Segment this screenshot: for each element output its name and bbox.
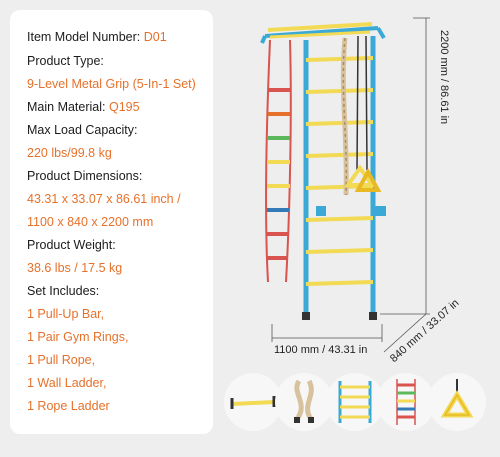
height-dimension: 2200 mm / 86.61 in — [438, 30, 450, 125]
thumbnail-wall-ladder[interactable] — [326, 373, 384, 431]
spec-material: Main Material: Q195 — [27, 100, 140, 114]
spec-include-item: 1 Rope Ladder — [27, 399, 110, 413]
depth-dimension: 840 mm / 33.07 in — [388, 297, 462, 365]
spec-includes-label: Set Includes: — [27, 284, 100, 298]
spec-weight-value: 38.6 lbs / 17.5 kg — [27, 261, 123, 275]
wall-ladder-icon — [326, 373, 384, 431]
thumbnail-rope-ladder[interactable] — [377, 373, 435, 431]
spec-card — [10, 10, 213, 434]
spec-include-item: 1 Pull Rope, — [27, 353, 96, 367]
spec-product-type-value: 9-Level Metal Grip (5-In-1 Set) — [27, 77, 196, 91]
gym-rings-icon — [428, 373, 486, 431]
rope-ladder-icon — [377, 373, 435, 431]
spec-include-item: 1 Pull-Up Bar, — [27, 307, 105, 321]
pull-rope — [343, 38, 346, 195]
thumbnail-pull-up-bar[interactable] — [224, 373, 282, 431]
spec-load-label: Max Load Capacity: — [27, 123, 138, 137]
spec-include-item: 1 Wall Ladder, — [27, 376, 107, 390]
spec-load-value: 220 lbs/99.8 kg — [27, 146, 112, 160]
spec-dimensions-inch: 43.31 x 33.07 x 86.61 inch / — [27, 192, 181, 206]
thumbnail-pull-rope[interactable] — [275, 373, 333, 431]
spec-dimensions-label: Product Dimensions: — [27, 169, 143, 183]
pull-up-bar-icon — [224, 373, 282, 431]
spec-product-type-label: Product Type: — [27, 54, 104, 68]
spec-include-item: 1 Pair Gym Rings, — [27, 330, 129, 344]
spec-dimensions-mm: 1100 x 840 x 2200 mm — [27, 215, 154, 229]
spec-weight-label: Product Weight: — [27, 238, 116, 252]
thumbnail-gym-rings[interactable] — [428, 373, 486, 431]
spec-model-number: Item Model Number: D01 — [27, 30, 167, 44]
width-dimension: 1100 mm / 43.31 in — [274, 344, 368, 356]
rope-ladder — [266, 40, 291, 282]
pull-rope-icon — [275, 373, 333, 431]
